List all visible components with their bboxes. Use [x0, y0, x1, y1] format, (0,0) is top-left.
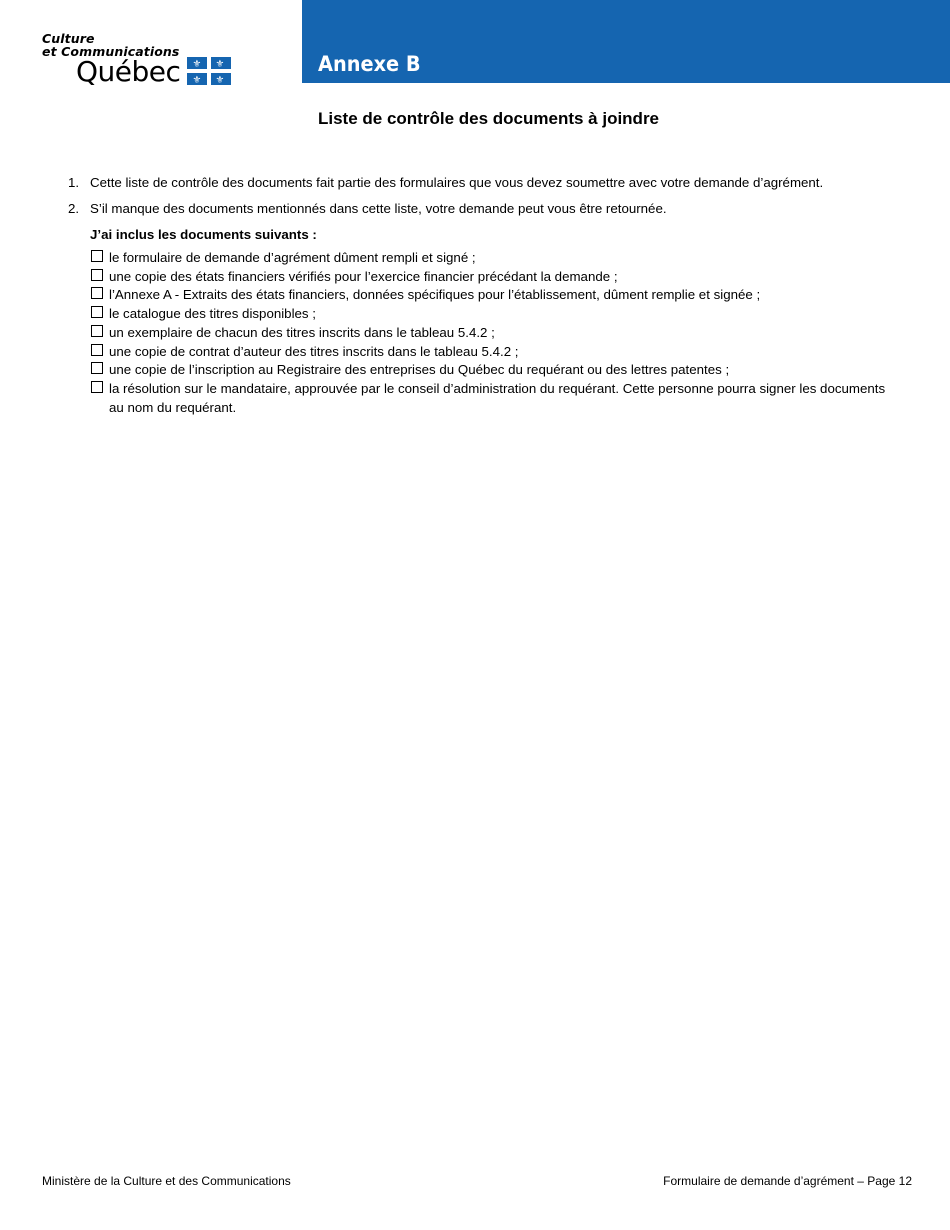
checkbox[interactable]: [91, 287, 103, 299]
checklist-item: [90, 286, 888, 305]
checkbox[interactable]: [91, 362, 103, 374]
item-number: 2.: [68, 201, 80, 216]
checklist-item: [90, 268, 888, 287]
checklist-item-label: une copie de contrat d’auteur des titres inscrits dans le tableau 5.4.2 ;: [109, 343, 519, 359]
checklist-item: [90, 324, 888, 343]
svg-text:⚜: ⚜: [192, 59, 202, 70]
numbered-item: [68, 200, 888, 217]
annex-title: Annexe B: [318, 52, 421, 76]
checkbox[interactable]: [91, 344, 103, 356]
checklist-item-label: un exemplaire de chacun des titres inscrits dans le tableau 5.4.2 ;: [109, 324, 495, 340]
checklist-item-label: le formulaire de demande d’agrément dûment rempli et signé ;: [109, 250, 476, 265]
logo-line-communications: et Communications: [42, 44, 180, 59]
item-text: S’il manque des documents mentionnés dans cette liste, votre demande peut vous être retournée.: [90, 201, 667, 216]
numbered-list: [68, 174, 888, 217]
svg-text:⚜: ⚜: [215, 75, 225, 85]
checklist-item: [90, 361, 888, 380]
logo-line-culture: Culture: [42, 31, 95, 46]
checklist-item: [90, 305, 888, 324]
page-title: Liste de contrôle des documents à joindre: [318, 109, 660, 128]
footer-ministry: Ministère de la Culture et des Communications: [42, 1174, 291, 1188]
checklist: [68, 249, 888, 417]
checkbox[interactable]: [91, 381, 103, 393]
svg-text:⚜: ⚜: [192, 75, 202, 85]
svg-text:⚜: ⚜: [215, 59, 225, 70]
checkbox[interactable]: [91, 269, 103, 281]
numbered-item: [68, 174, 888, 191]
checklist-heading: J’ai inclus les documents suivants :: [90, 227, 317, 242]
checklist-item-label: l’Annexe A - Extraits des états financiers, données spécifiques pour l’établissement, dûment remplie et signée ;: [109, 287, 761, 303]
quebec-flag-icon: [187, 57, 231, 85]
checkbox[interactable]: [91, 325, 103, 337]
logo-wordmark: Québec: [76, 55, 181, 88]
checklist-item-label: la résolution sur le mandataire, approuvée par le conseil d’administration du requérant. Cette personne pourra signer les documents au nom du requérant.: [109, 380, 886, 415]
quebec-logo: [42, 32, 242, 92]
checklist-item: [90, 249, 888, 268]
footer-page-number: Formulaire de demande d’agrément – Page 12: [663, 1174, 912, 1188]
document-body: [68, 174, 888, 417]
item-text: Cette liste de contrôle des documents fait partie des formulaires que vous devez soumettre avec votre demande d’agrément.: [90, 175, 824, 190]
checklist-item: [90, 343, 888, 362]
checkbox[interactable]: [91, 306, 103, 318]
checkbox[interactable]: [91, 250, 103, 262]
checklist-item-label: une copie des états financiers vérifiés pour l’exercice financier précédant la demande ;: [109, 268, 618, 284]
item-number: 1.: [68, 175, 80, 190]
header-banner: [302, 0, 950, 83]
checklist-item: [90, 380, 888, 417]
checklist-item-label: une copie de l’inscription au Registraire des entreprises du Québec du requérant ou des lettres patentes ;: [109, 362, 730, 378]
checklist-item-label: le catalogue des titres disponibles ;: [109, 306, 316, 322]
